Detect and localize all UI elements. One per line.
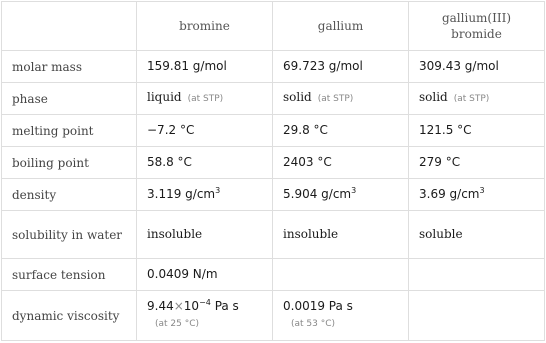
cell-value: 121.5 °C [409,115,545,147]
table-row [2,115,545,147]
exponent: 3 [215,186,221,195]
condition-note: (at 53 °C) [291,319,336,329]
cell-density [273,179,409,211]
table-row [2,83,545,115]
cell-value: 58.8 °C [137,147,273,179]
cell-viscosity [137,291,273,341]
row-label: melting point [2,115,137,147]
table-row [2,147,545,179]
mantissa: 9.44 [147,299,174,313]
cell-value: −7.2 °C [137,115,273,147]
cell-phase [273,83,409,115]
table-row [2,51,545,83]
cell-phase [409,83,545,115]
solubility-value: soluble [419,227,463,241]
base: 10 [183,299,200,313]
column-header-gallium: gallium [273,2,409,51]
condition-note: (at STP) [453,94,490,104]
cell-value: 69.723 g/mol [273,51,409,83]
phase-value: solid [283,90,312,104]
column-header-bromine: bromine [137,2,273,51]
cell-empty [409,259,545,291]
table-row [2,211,545,259]
cell-value: 159.81 g/mol [137,51,273,83]
phase-value: solid [419,90,448,104]
condition-note: (at 25 °C) [155,319,200,329]
header-corner [2,2,137,51]
exponent: 3 [351,186,357,195]
solubility-value: insoluble [283,227,339,241]
unit: Pa s [214,299,239,313]
row-label: solubility in water [2,211,137,259]
row-label: boiling point [2,147,137,179]
row-label: surface tension [2,259,137,291]
times-sign: × [173,299,184,313]
cell-value [409,211,545,259]
cell-value: 29.8 °C [273,115,409,147]
phase-value: liquid [147,90,182,104]
exponent: −4 [199,298,211,307]
cell-value [273,211,409,259]
density-value: 5.904 g/cm [283,187,352,201]
cell-empty [273,259,409,291]
cell-value: 2403 °C [273,147,409,179]
cell-value [137,211,273,259]
row-label: molar mass [2,51,137,83]
header-row [2,2,545,51]
row-label: dynamic viscosity [2,291,137,341]
cell-viscosity [273,291,409,341]
cell-phase [137,83,273,115]
column-header-gallium-iii-bromide: gallium(III) bromide [409,2,545,51]
cell-value: 0.0409 N/m [137,259,273,291]
exponent: 3 [479,186,485,195]
cell-density [409,179,545,211]
density-value: 3.69 g/cm [419,187,480,201]
table-row [2,179,545,211]
row-label: phase [2,83,137,115]
condition-note: (at STP) [317,94,354,104]
condition-note: (at STP) [187,94,224,104]
density-value: 3.119 g/cm [147,187,216,201]
table-row [2,259,545,291]
solubility-value: insoluble [147,227,203,241]
cell-density [137,179,273,211]
properties-table [1,1,545,341]
row-label: density [2,179,137,211]
table-row [2,291,545,341]
cell-value: 309.43 g/mol [409,51,545,83]
cell-empty [409,291,545,341]
cell-value: 279 °C [409,147,545,179]
viscosity-value: 0.0019 Pa s [283,299,353,313]
